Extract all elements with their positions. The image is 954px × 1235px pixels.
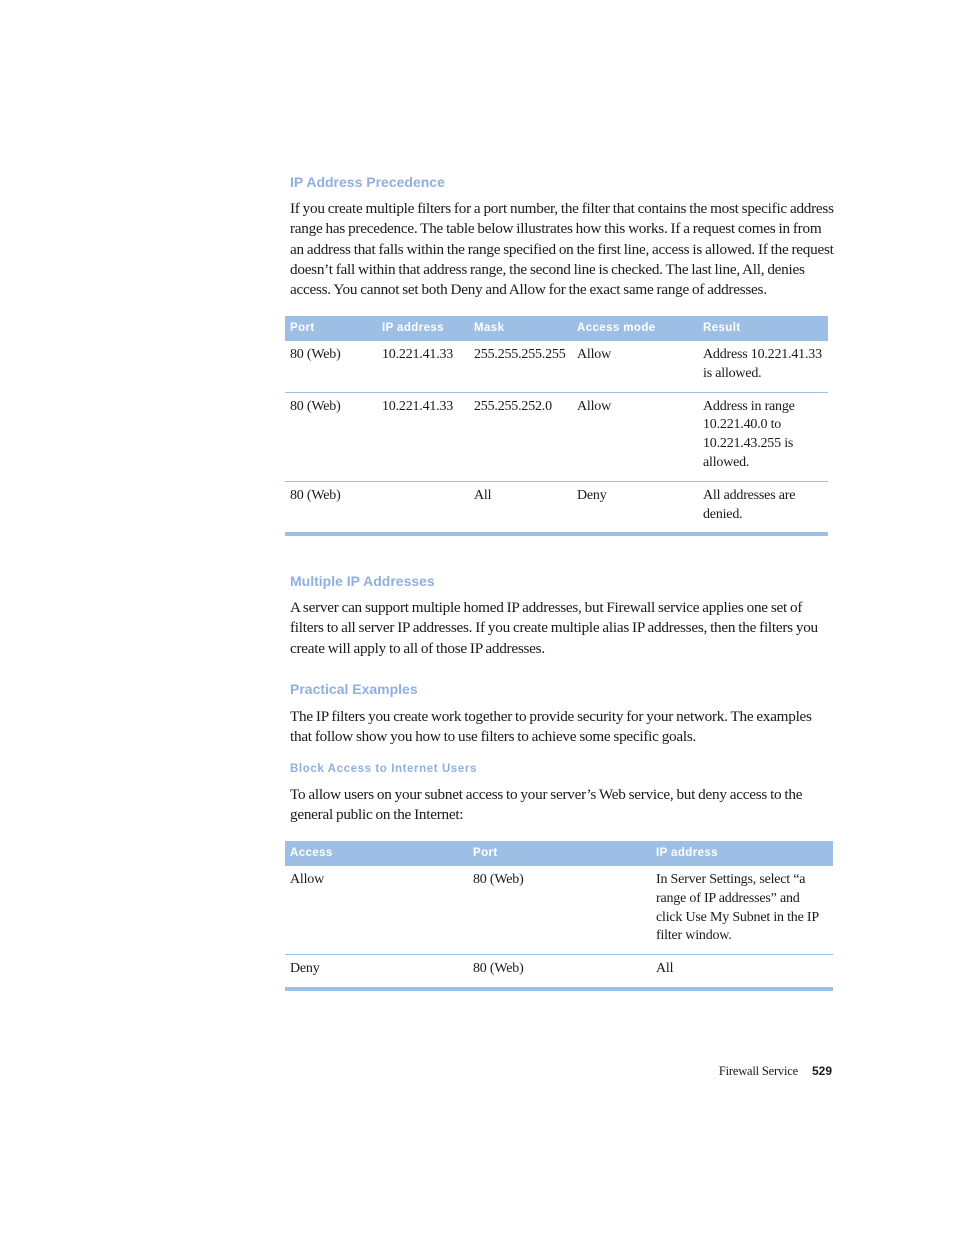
footer-section-title: Firewall Service	[718, 1064, 798, 1078]
paragraph-practical-examples: The IP filters you create work together to provide security for your network. The examples that follow show you how to use filters to achieve some specific goals.	[290, 708, 812, 746]
cell-ip-address: 10.221.41.33	[377, 392, 469, 481]
paragraph-ip-address-precedence: If you create multiple filters for a port number, the filter that contains the most specific address range has precedence. The table below illustrates how this works. If a request comes in from an address that falls within the range specified on the first line, access is allowed. If the request doesn’t fall within that address range, the second line is checked. The last line, All, denies access. You cannot set both Deny and Allow for the exact same range of addresses.	[290, 200, 834, 299]
paragraph-block-access: To allow users on your subnet access to your server’s Web service, but deny access to the general public on the Internet:	[290, 786, 803, 824]
cell-mask: All	[469, 481, 572, 534]
heading-block-access: Block Access to Internet Users	[290, 763, 477, 775]
table-row	[285, 955, 833, 989]
cell-mask: 255.255.255.255	[469, 341, 572, 392]
column-header-ip-address: IP address	[377, 316, 469, 341]
column-header-result: Result	[698, 316, 828, 341]
block-table-header-row	[285, 841, 833, 866]
cell-result: Address 10.221.41.33 is allowed.	[698, 341, 828, 392]
cell-ip-address: All	[651, 955, 833, 989]
table-row	[285, 341, 828, 392]
column-header-mask: Mask	[469, 316, 572, 341]
page-number: 529	[811, 1064, 832, 1078]
cell-port: 80 (Web)	[285, 392, 377, 481]
cell-result: Address in range 10.221.40.0 to 10.221.43.255 is allowed.	[698, 392, 828, 481]
cell-port: 80 (Web)	[285, 481, 377, 534]
column-header-access-mode: Access mode	[572, 316, 698, 341]
page-footer	[719, 1062, 832, 1080]
column-header-port: Port	[285, 316, 377, 341]
cell-ip-address	[377, 481, 469, 534]
block-access-table	[285, 841, 833, 991]
cell-ip-address: 10.221.41.33	[377, 341, 469, 392]
heading-practical-examples: Practical Examples	[290, 681, 418, 697]
cell-port: 80 (Web)	[285, 341, 377, 392]
heading-ip-address-precedence: IP Address Precedence	[290, 174, 445, 190]
column-header-access: Access	[285, 841, 468, 866]
precedence-table-header-row	[285, 316, 828, 341]
cell-access: Allow	[285, 866, 468, 955]
cell-mask: 255.255.252.0	[469, 392, 572, 481]
table-row	[285, 481, 828, 534]
cell-access-mode: Allow	[572, 392, 698, 481]
table-row	[285, 866, 833, 955]
precedence-table	[285, 316, 828, 536]
cell-access-mode: Allow	[572, 341, 698, 392]
cell-access-mode: Deny	[572, 481, 698, 534]
cell-ip-address: In Server Settings, select “a range of IP addresses” and click Use My Subnet in the IP filter window.	[651, 866, 833, 955]
heading-multiple-ip-addresses: Multiple IP Addresses	[290, 573, 435, 589]
column-header-ip-address: IP address	[651, 841, 833, 866]
column-header-port: Port	[468, 841, 651, 866]
paragraph-multiple-ip-addresses: A server can support multiple homed IP addresses, but Firewall service applies one set of filters to all server IP addresses. If you create multiple alias IP addresses, then the filters you create will apply to all of those IP addresses.	[290, 599, 818, 657]
cell-port: 80 (Web)	[468, 866, 651, 955]
cell-access: Deny	[285, 955, 468, 989]
table-row	[285, 392, 828, 481]
cell-port: 80 (Web)	[468, 955, 651, 989]
cell-result: All addresses are denied.	[698, 481, 828, 534]
